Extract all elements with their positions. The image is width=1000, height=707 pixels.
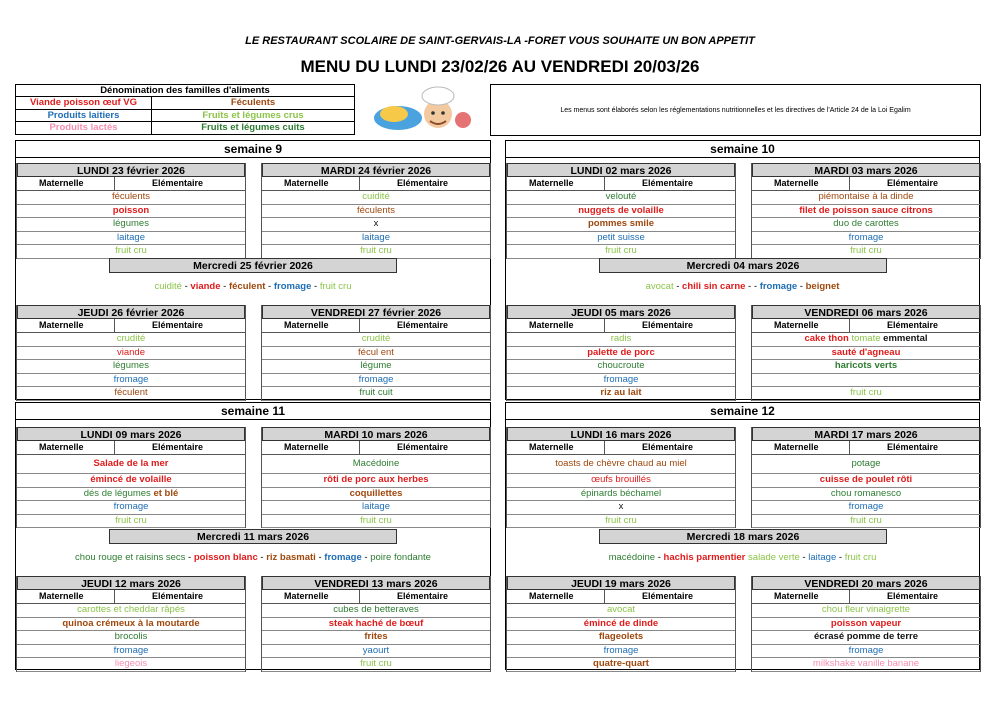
menu-item: frites: [262, 631, 490, 645]
wednesday-row: [506, 529, 979, 573]
col-elementaire: Elémentaire: [152, 591, 204, 601]
col-elementaire: Elémentaire: [397, 591, 449, 601]
legend-raw: Fruits et légumes crus: [202, 109, 304, 121]
day-monday: [16, 427, 246, 528]
menu-item: milkshake vanille banane: [752, 658, 980, 672]
menu-item: piémontaise à la dinde: [752, 191, 980, 205]
wednesday-header: Mercredi 04 mars 2026: [599, 258, 887, 273]
menu-item: steak haché de bœuf: [262, 618, 490, 632]
week-12-panel: [505, 402, 980, 670]
menu-item: fruit cru: [262, 658, 490, 672]
menu-item: fromage: [507, 374, 735, 388]
col-elementaire: Elémentaire: [152, 442, 204, 452]
menu-item: laitage: [17, 232, 245, 246]
menu-item: poisson vapeur: [752, 618, 980, 632]
wednesday-menu: chou rouge et raisins secs - poisson blanc - riz basmati - fromage - poire fondante: [75, 552, 431, 563]
col-elementaire: Elémentaire: [397, 442, 449, 452]
day-header: VENDREDI 20 mars 2026: [752, 576, 980, 590]
day-tuesday: [261, 427, 491, 528]
menu-item: chou romanesco: [752, 488, 980, 502]
menu-item: coquillettes: [262, 488, 490, 502]
col-maternelle: Maternelle: [284, 320, 329, 330]
menu-item: légume: [262, 360, 490, 374]
menu-item: viande: [17, 347, 245, 361]
page-title: MENU DU LUNDI 23/02/26 AU VENDREDI 20/03/26: [300, 57, 700, 76]
day-header: MARDI 17 mars 2026: [752, 427, 980, 441]
menu-item: fromage: [17, 501, 245, 515]
col-elementaire: Elémentaire: [887, 591, 939, 601]
menu-item: riz au lait: [507, 387, 735, 401]
menu-item: cuidité: [262, 191, 490, 205]
menu-item: haricots verts: [752, 360, 980, 374]
col-maternelle: Maternelle: [39, 591, 84, 601]
week-title: semaine 10: [506, 141, 979, 158]
day-thursday: [506, 305, 736, 401]
menu-item: fruit cru: [752, 245, 980, 259]
col-elementaire: Elémentaire: [642, 591, 694, 601]
menu-item: fruit cru: [507, 245, 735, 259]
day-tuesday: [751, 427, 981, 528]
col-maternelle: Maternelle: [774, 442, 819, 452]
day-thursday: [16, 305, 246, 401]
menu-item: fromage: [752, 232, 980, 246]
col-elementaire: Elémentaire: [887, 178, 939, 188]
menu-item: féculents: [262, 205, 490, 219]
menu-item: crudité: [17, 333, 245, 347]
col-maternelle: Maternelle: [529, 442, 574, 452]
menu-item: féculent: [17, 387, 245, 401]
menu-item: fromage: [17, 645, 245, 659]
menu-item: poisson: [17, 205, 245, 219]
col-elementaire: Elémentaire: [152, 320, 204, 330]
wednesday-header: Mercredi 25 février 2026: [109, 258, 397, 273]
week-title: semaine 9: [16, 141, 490, 158]
menu-item: légumes: [17, 360, 245, 374]
day-friday: [751, 305, 981, 401]
col-elementaire: Elémentaire: [887, 442, 939, 452]
menu-item: fruit cru: [507, 515, 735, 529]
day-header: VENDREDI 27 février 2026: [262, 305, 490, 319]
week-10-panel: [505, 140, 980, 400]
menu-item: flageolets: [507, 631, 735, 645]
legend-protein: Viande poisson œuf VG: [16, 97, 152, 109]
menu-item: Macédoine: [262, 455, 490, 474]
menu-item: laitage: [262, 232, 490, 246]
col-maternelle: Maternelle: [774, 320, 819, 330]
col-maternelle: Maternelle: [774, 591, 819, 601]
menu-item: dés de légumes et blé: [17, 488, 245, 502]
day-header: LUNDI 16 mars 2026: [507, 427, 735, 441]
menu-item: toasts de chèvre chaud au miel: [507, 455, 735, 474]
wednesday-row: [16, 529, 490, 573]
week-11-panel: [15, 402, 491, 670]
menu-item: fruit cru: [17, 245, 245, 259]
menu-item: fromage: [507, 645, 735, 659]
menu-item: quinoa crémeux à la moutarde: [17, 618, 245, 632]
day-header: VENDREDI 06 mars 2026: [752, 305, 980, 319]
menu-item: duo de carottes: [752, 218, 980, 232]
legend-dairy: Produits laitiers: [16, 110, 152, 122]
day-thursday: [16, 576, 246, 672]
day-header: MARDI 03 mars 2026: [752, 163, 980, 177]
menu-item: fromage: [262, 374, 490, 388]
week-9-panel: [15, 140, 491, 400]
col-maternelle: Maternelle: [284, 442, 329, 452]
menu-item: écrasé pomme de terre: [752, 631, 980, 645]
menu-item: palette de porc: [507, 347, 735, 361]
day-header: JEUDI 12 mars 2026: [17, 576, 245, 590]
legend-starch: Féculents: [230, 97, 276, 108]
wednesday-header: Mercredi 11 mars 2026: [109, 529, 397, 544]
menu-item: x: [507, 501, 735, 515]
day-header: LUNDI 09 mars 2026: [17, 427, 245, 441]
menu-item: pommes smile: [507, 218, 735, 232]
menu-item: émincé de dinde: [507, 618, 735, 632]
col-maternelle: Maternelle: [774, 178, 819, 188]
menu-item: laitage: [262, 501, 490, 515]
menu-item: yaourt: [262, 645, 490, 659]
menu-item: cubes de betteraves: [262, 604, 490, 618]
food-family-legend: [15, 84, 355, 135]
tagline: LE RESTAURANT SCOLAIRE DE SAINT-GERVAIS-LA -FORET VOUS SOUHAITE UN BON APPETIT: [245, 35, 755, 47]
wednesday-row: [506, 258, 979, 302]
day-friday: [751, 576, 981, 672]
col-maternelle: Maternelle: [529, 591, 574, 601]
col-elementaire: Elémentaire: [642, 442, 694, 452]
menu-item: émincé de volaille: [17, 474, 245, 488]
day-header: VENDREDI 13 mars 2026: [262, 576, 490, 590]
menu-item: filet de poisson sauce citrons: [752, 205, 980, 219]
menu-item: avocat: [507, 604, 735, 618]
wednesday-menu: cuidité - viande - féculent - fromage - fruit cru: [154, 281, 352, 292]
menu-item: crudité: [262, 333, 490, 347]
menu-item: fromage: [17, 374, 245, 388]
menu-item: fruit cru: [752, 515, 980, 529]
menu-item: liegeois: [17, 658, 245, 672]
day-friday: [261, 576, 491, 672]
menu-item: fruit cuit: [262, 387, 490, 401]
col-elementaire: Elémentaire: [397, 178, 449, 188]
menu-item: épinards béchamel: [507, 488, 735, 502]
menu-item: carottes et cheddar râpés: [17, 604, 245, 618]
day-tuesday: [261, 163, 491, 259]
day-monday: [16, 163, 246, 259]
day-header: LUNDI 02 mars 2026: [507, 163, 735, 177]
menu-item: fécul ent: [262, 347, 490, 361]
menu-item: fruit cru: [262, 515, 490, 529]
legend-title: Dénomination des familles d'aliments: [16, 85, 354, 97]
week-title: semaine 11: [16, 403, 490, 420]
menu-item: fruit cru: [752, 387, 980, 401]
day-monday: [506, 427, 736, 528]
day-header: JEUDI 19 mars 2026: [507, 576, 735, 590]
day-header: JEUDI 26 février 2026: [17, 305, 245, 319]
menu-item: rôti de porc aux herbes: [262, 474, 490, 488]
day-friday: [261, 305, 491, 401]
menu-item: cuisse de poulet rôti: [752, 474, 980, 488]
col-elementaire: Elémentaire: [642, 320, 694, 330]
col-elementaire: Elémentaire: [397, 320, 449, 330]
menu-item: légumes: [17, 218, 245, 232]
menu-item: Salade de la mer: [17, 455, 245, 474]
day-header: LUNDI 23 février 2026: [17, 163, 245, 177]
menu-item: cake thon tomate emmental: [752, 333, 980, 347]
col-maternelle: Maternelle: [529, 320, 574, 330]
legend-cooked: Fruits et légumes cuits: [201, 122, 305, 133]
menu-item: potage: [752, 455, 980, 474]
menu-item: radis: [507, 333, 735, 347]
menu-item: fruit cru: [17, 515, 245, 529]
menu-item: fromage: [752, 501, 980, 515]
day-header: MARDI 24 février 2026: [262, 163, 490, 177]
col-maternelle: Maternelle: [39, 178, 84, 188]
wednesday-menu: avocat - chili sin carne - - fromage - beignet: [645, 281, 840, 292]
wednesday-header: Mercredi 18 mars 2026: [599, 529, 887, 544]
day-monday: [506, 163, 736, 259]
menu-item: velouté: [507, 191, 735, 205]
menu-item: fruit cru: [262, 245, 490, 259]
col-elementaire: Elémentaire: [642, 178, 694, 188]
col-elementaire: Elémentaire: [152, 178, 204, 188]
day-tuesday: [751, 163, 981, 259]
col-maternelle: Maternelle: [284, 591, 329, 601]
week-title: semaine 12: [506, 403, 979, 420]
day-header: MARDI 10 mars 2026: [262, 427, 490, 441]
menu-item: [752, 374, 980, 388]
col-maternelle: Maternelle: [39, 320, 84, 330]
menu-item: brocolis: [17, 631, 245, 645]
legend-lacte: Produits lactés: [16, 122, 152, 134]
menu-item: x: [262, 218, 490, 232]
menu-item: œufs brouillés: [507, 474, 735, 488]
menu-item: petit suisse: [507, 232, 735, 246]
chef-illustration: [368, 84, 480, 136]
col-elementaire: Elémentaire: [887, 320, 939, 330]
col-maternelle: Maternelle: [284, 178, 329, 188]
wednesday-row: [16, 258, 490, 302]
day-thursday: [506, 576, 736, 672]
menu-item: choucroute: [507, 360, 735, 374]
menu-item: féculents: [17, 191, 245, 205]
col-maternelle: Maternelle: [529, 178, 574, 188]
menu-item: nuggets de volaille: [507, 205, 735, 219]
menu-item: fromage: [752, 645, 980, 659]
menu-item: sauté d'agneau: [752, 347, 980, 361]
nutrition-note: Les menus sont élaborés selon les réglementations nutritionnelles et les directives de l'Article 24 de la Loi Egalim: [490, 84, 981, 136]
col-maternelle: Maternelle: [39, 442, 84, 452]
menu-item: quatre-quart: [507, 658, 735, 672]
menu-item: chou fleur vinaigrette: [752, 604, 980, 618]
day-header: JEUDI 05 mars 2026: [507, 305, 735, 319]
wednesday-menu: macédoine - hachis parmentier salade verte - laitage - fruit cru: [608, 552, 877, 563]
